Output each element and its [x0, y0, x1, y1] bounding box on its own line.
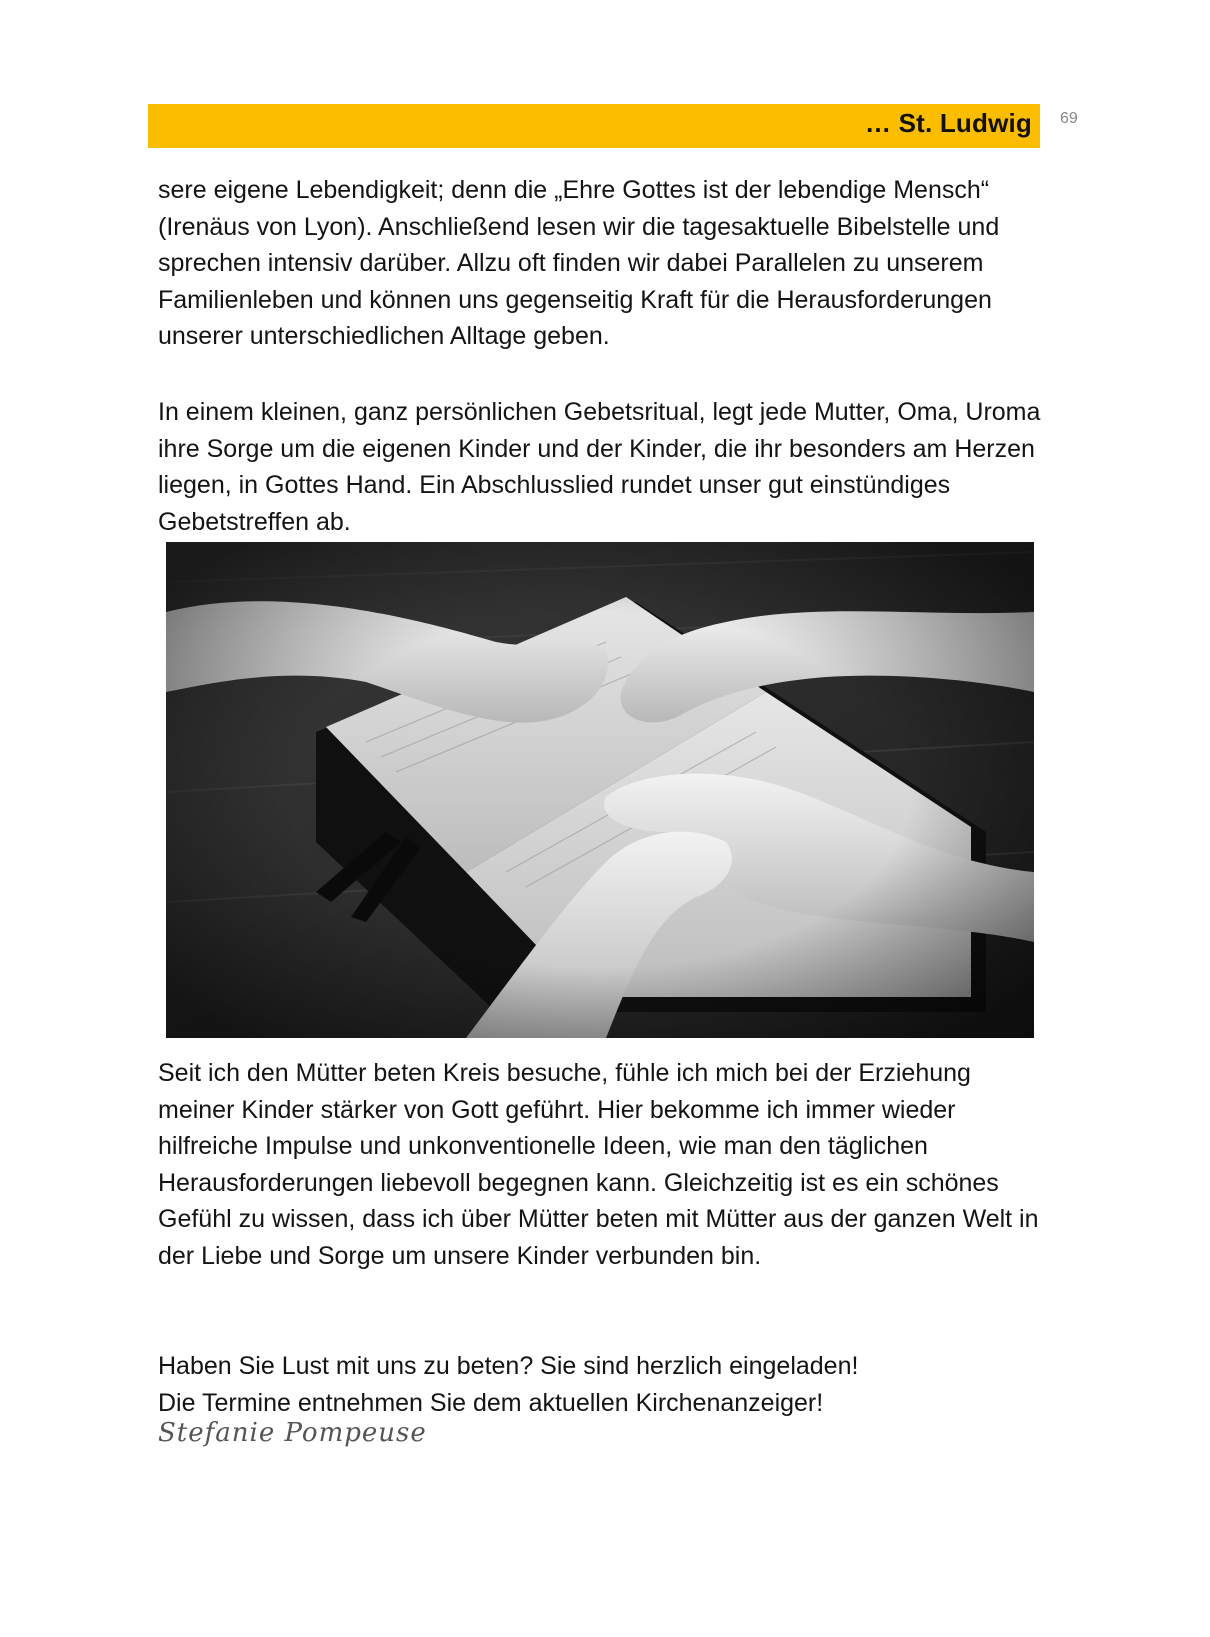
paragraph-2 — [158, 394, 1053, 540]
paragraph-3 — [158, 1055, 1053, 1274]
praying-hands-bible-photo — [166, 542, 1034, 1038]
schedule-line: Die Termine entnehmen Sie dem aktuellen Kirchenanzeiger! — [158, 1388, 824, 1417]
page-number: 69 — [1060, 110, 1078, 127]
paragraph-3-text: Seit ich den Mütter beten Kreis besuche, fühle ich mich bei der Erziehung meiner Kinder stärker von Gott geführt. Hier bekomme ich immer wieder hilfreiche Impulse und unkonventionelle Ideen, wie man den täglichen Herausforderungen liebevoll begegnen kann. Gleichzeitig ist es ein schönes Gefühl zu wissen, dass ich über Mütter beten mit Mütter aus der ganzen Welt in der Liebe und Sorge um unsere Kinder verbunden bin. — [158, 1059, 1039, 1270]
paragraph-2-text: In einem kleinen, ganz persönlichen Gebetsritual, legt jede Mutter, Oma, Uroma ihre Sorge um die eigenen Kinder und der Kinder, die ihr besonders am Herzen liegen, in Gottes Hand. Ein Abschlusslied rundet unser gut einstündiges Gebetstreffen ab. — [158, 398, 1041, 536]
author-signature: Stefanie Pompeuse — [158, 1418, 427, 1448]
paragraph-1-text: sere eigene Lebendigkeit; denn die „Ehre Gottes ist der lebendige Mensch“ (Irenäus von Lyon). Anschließend lesen wir die tagesaktuelle Bibelstelle und sprechen intensiv darüber. Allzu oft finden wir dabei Parallelen zu unserem Familienleben und können uns gegenseitig Kraft für die Herausforderungen unserer unterschiedlichen Alltage geben. — [158, 176, 1000, 350]
header-bar — [148, 104, 1040, 148]
header-title: … St. Ludwig — [864, 108, 1032, 138]
invitation-line: Haben Sie Lust mit uns zu beten? Sie sind herzlich eingeladen! — [158, 1352, 859, 1380]
paragraph-4 — [158, 1348, 1053, 1421]
paragraph-1 — [158, 172, 1053, 355]
